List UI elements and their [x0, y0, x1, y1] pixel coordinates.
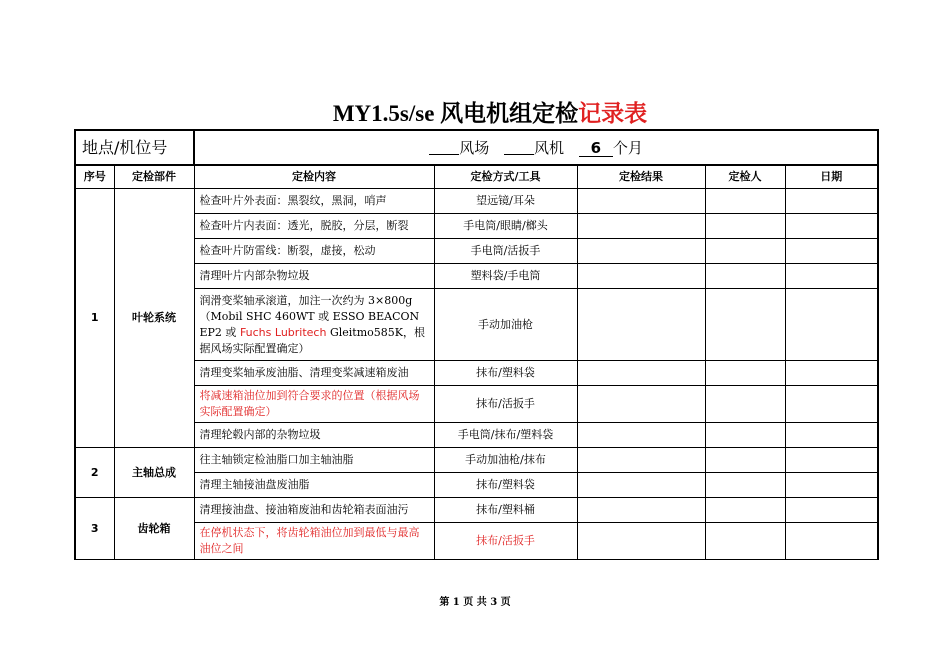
table-row: [75, 289, 878, 361]
inspection-tool: 抹布/塑料袋: [434, 473, 577, 498]
inspector-cell[interactable]: [705, 523, 785, 560]
date-cell[interactable]: [785, 386, 878, 423]
page-title: [0, 95, 950, 128]
result-cell[interactable]: [577, 289, 705, 361]
inspection-tool: 抹布/活扳手: [434, 386, 577, 423]
inspection-tool: 抹布/塑料桶: [434, 498, 577, 523]
date-cell[interactable]: [785, 264, 878, 289]
inspector-cell[interactable]: [705, 498, 785, 523]
table-row: [75, 361, 878, 386]
table-row: [75, 214, 878, 239]
title-main: MY1.5s/se 风电机组定检: [332, 101, 579, 126]
inspection-tool: 望远镜/耳朵: [434, 189, 577, 214]
col-header-tool: 定检方式/工具: [434, 165, 577, 189]
turbine-blank[interactable]: [504, 138, 534, 155]
inspection-tool: 手电筒/眼睛/榔头: [434, 214, 577, 239]
date-cell[interactable]: [785, 423, 878, 448]
date-cell[interactable]: [785, 289, 878, 361]
inspection-content: 检查叶片防雷线：断裂，虚接，松动: [194, 239, 434, 264]
section-number: 2: [75, 448, 114, 498]
inspector-cell[interactable]: [705, 448, 785, 473]
result-cell[interactable]: [577, 189, 705, 214]
location-label: 地点/机位号: [75, 130, 194, 165]
inspection-tool: 抹布/塑料袋: [434, 361, 577, 386]
location-value: [194, 130, 878, 165]
date-cell[interactable]: [785, 361, 878, 386]
col-header-content: 定检内容: [194, 165, 434, 189]
col-header-result: 定检结果: [577, 165, 705, 189]
inspection-content: 在停机状态下，将齿轮箱油位加到最低与最高油位之间: [194, 523, 434, 560]
header-row: [75, 165, 878, 189]
turbine-suffix: 风机: [534, 139, 565, 157]
date-cell[interactable]: [785, 473, 878, 498]
date-cell[interactable]: [785, 498, 878, 523]
date-cell[interactable]: [785, 523, 878, 560]
inspector-cell[interactable]: [705, 239, 785, 264]
content-part-a: 润滑变桨轴承滚道，加注一次约为 3×800g（Mobil SHC 460WT 或 ESSO BEACON EP2 或: [199, 293, 420, 339]
title-highlight: 记录表: [578, 101, 648, 126]
content-red-brand: Fuchs Lubritech: [239, 325, 327, 339]
farm-suffix: 风场: [459, 139, 490, 157]
inspector-cell[interactable]: [705, 289, 785, 361]
result-cell[interactable]: [577, 473, 705, 498]
inspection-content: 检查叶片内表面：透光，脱胶，分层，断裂: [194, 214, 434, 239]
page-footer: 第 1 页 共 3 页: [439, 597, 511, 608]
section-number: 1: [75, 189, 114, 448]
table-row: [75, 239, 878, 264]
result-cell[interactable]: [577, 523, 705, 560]
inspector-cell[interactable]: [705, 386, 785, 423]
col-header-inspector: 定检人: [705, 165, 785, 189]
inspection-content: [194, 289, 434, 361]
table-row: [75, 264, 878, 289]
inspection-content: 清理叶片内部杂物垃圾: [194, 264, 434, 289]
inspection-tool: 塑料袋/手电筒: [434, 264, 577, 289]
inspection-tool: 抹布/活扳手: [434, 523, 577, 560]
inspection-tool: 手电筒/抹布/塑料袋: [434, 423, 577, 448]
table-row: [75, 473, 878, 498]
section-number: 3: [75, 498, 114, 560]
months-suffix: 个月: [612, 139, 643, 157]
table-row: [75, 448, 878, 473]
table-row: [75, 189, 878, 214]
inspection-tool: 手电筒/活扳手: [434, 239, 577, 264]
result-cell[interactable]: [577, 386, 705, 423]
farm-blank[interactable]: [429, 138, 459, 155]
col-header-no: 序号: [75, 165, 114, 189]
date-cell[interactable]: [785, 214, 878, 239]
inspection-content: 检查叶片外表面：黑裂纹，黑洞，哨声: [194, 189, 434, 214]
section-part: 叶轮系统: [114, 189, 194, 448]
inspection-content: 往主轴锁定检油脂口加主轴油脂: [194, 448, 434, 473]
section-part: 主轴总成: [114, 448, 194, 498]
table-row: [75, 498, 878, 523]
inspection-content: 清理接油盘、接油箱废油和齿轮箱表面油污: [194, 498, 434, 523]
inspection-content: 清理变桨轴承废油脂、清理变桨减速箱废油: [194, 361, 434, 386]
inspector-cell[interactable]: [705, 473, 785, 498]
table-row: [75, 423, 878, 448]
inspection-tool: 手动加油枪/抹布: [434, 448, 577, 473]
table-row: [75, 523, 878, 560]
inspection-content: 清理主轴接油盘废油脂: [194, 473, 434, 498]
inspection-content: 清理轮毂内部的杂物垃圾: [194, 423, 434, 448]
result-cell[interactable]: [577, 361, 705, 386]
table-row: [75, 386, 878, 423]
location-row: [75, 130, 878, 165]
col-header-part: 定检部件: [114, 165, 194, 189]
months-value[interactable]: 6: [579, 140, 613, 157]
inspection-record-table: [74, 129, 879, 560]
inspector-cell[interactable]: [705, 423, 785, 448]
result-cell[interactable]: [577, 498, 705, 523]
date-cell[interactable]: [785, 448, 878, 473]
result-cell[interactable]: [577, 239, 705, 264]
inspector-cell[interactable]: [705, 264, 785, 289]
inspector-cell[interactable]: [705, 361, 785, 386]
content-part-b: Gleitmo585K，根据风场实际配置确定）: [199, 325, 425, 355]
date-cell[interactable]: [785, 239, 878, 264]
date-cell[interactable]: [785, 189, 878, 214]
result-cell[interactable]: [577, 264, 705, 289]
inspector-cell[interactable]: [705, 214, 785, 239]
result-cell[interactable]: [577, 214, 705, 239]
result-cell[interactable]: [577, 423, 705, 448]
col-header-date: 日期: [785, 165, 878, 189]
inspection-content: 将减速箱油位加到符合要求的位置（根据风场实际配置确定）: [194, 386, 434, 423]
inspection-tool: 手动加油枪: [434, 289, 577, 361]
inspector-cell[interactable]: [705, 189, 785, 214]
result-cell[interactable]: [577, 448, 705, 473]
section-part: 齿轮箱: [114, 498, 194, 560]
